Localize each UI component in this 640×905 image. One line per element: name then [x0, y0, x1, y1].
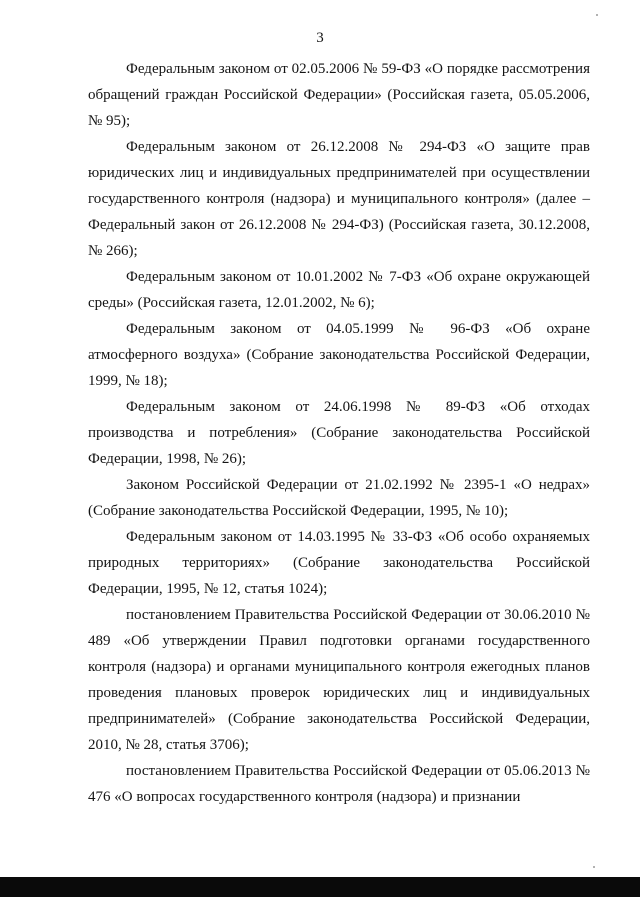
document-body	[88, 56, 590, 810]
paragraph-resolution-489: постановлением Правительства Российской Федерации от 30.06.2010 № 489 «Об утверждении Правил подготовки органами государственного контроля (надзора) и органами муниципального контроля ежегодных планов проведения плановых проверок юридических лиц и индивидуальных предпринимателей» (Собрание законодательства Российской Федерации, 2010, № 28, статья 3706);	[88, 607, 590, 753]
paragraph-law-33-fz: Федеральным законом от 14.03.1995 № 33-ФЗ «Об особо охраняемых природных территориях» (Собрание законодательства Российской Федерации, 1995, № 12, статья 1024);	[88, 529, 590, 597]
paragraph-law-2395-1: Законом Российской Федерации от 21.02.1992 № 2395-1 «О недрах» (Собрание законодательства Российской Федерации, 1995, № 10);	[88, 477, 590, 519]
paragraph-resolution-476: постановлением Правительства Российской Федерации от 05.06.2013 № 476 «О вопросах государственного контроля (надзора) и признании	[88, 763, 590, 805]
paragraph-law-89-fz: Федеральным законом от 24.06.1998 № 89-ФЗ «Об отходах производства и потребления» (Собрание законодательства Российской Федерации, 1998, № 26);	[88, 399, 590, 467]
paragraph-law-7-fz: Федеральным законом от 10.01.2002 № 7-ФЗ «Об охране окружающей среды» (Российская газета, 12.01.2002, № 6);	[88, 269, 590, 311]
paragraph-law-294-fz: Федеральным законом от 26.12.2008 № 294-ФЗ «О защите прав юридических лиц и индивидуальных предпринимателей при осуществлении государственного контроля (надзора) и муниципального контроля» (далее – Федеральный закон от 26.12.2008 № 294-ФЗ) (Российская газета, 30.12.2008, № 266);	[88, 139, 590, 259]
scan-edge-bar	[0, 877, 640, 897]
page-number: 3	[316, 30, 324, 46]
paragraph-law-96-fz: Федеральным законом от 04.05.1999 № 96-ФЗ «Об охране атмосферного воздуха» (Собрание законодательства Российской Федерации, 1999, № 18);	[88, 321, 590, 389]
scan-speck	[596, 14, 598, 16]
paragraph-law-59-fz: Федеральным законом от 02.05.2006 № 59-ФЗ «О порядке рассмотрения обращений граждан Российской Федерации» (Российская газета, 05.05.2006, № 95);	[88, 61, 590, 129]
scan-speck	[593, 866, 595, 868]
